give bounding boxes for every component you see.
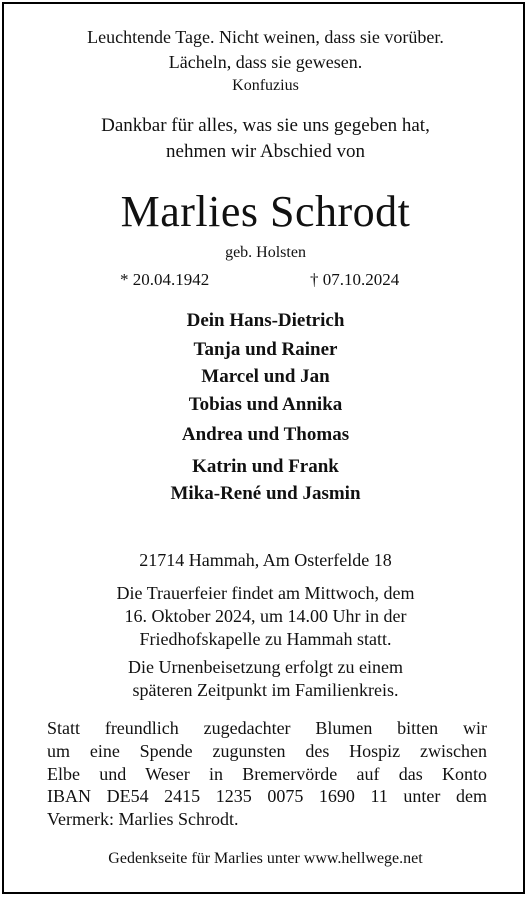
memorial-page-link[interactable]: Gedenkseite für Marlies unter www.hellwege.net <box>108 850 423 867</box>
donation-line-3: Elbe und Weser in Bremervörde auf das Konto <box>47 763 487 784</box>
birth-date: * 20.04.1942 <box>120 270 210 289</box>
maiden-name: geb. Holsten <box>225 244 306 261</box>
mourner-2: Tanja und Rainer <box>193 339 338 360</box>
mourner-6: Katrin und Frank <box>192 456 339 477</box>
quote-line-1: Leuchtende Tage. Nicht weinen, dass sie vorüber. <box>87 27 444 47</box>
funeral-line-1: Die Trauerfeier findet am Mittwoch, dem <box>116 583 415 603</box>
mourner-3: Marcel und Jan <box>201 366 330 387</box>
quote-author: Konfuzius <box>232 77 299 94</box>
donation-text <box>47 717 487 831</box>
donation-line-2: um eine Spende zugunsten des Hospiz zwischen <box>47 740 487 761</box>
urn-line-2: späteren Zeitpunkt im Familienkreis. <box>132 680 399 700</box>
quote-line-2: Lächeln, dass sie gewesen. <box>168 52 363 72</box>
mourner-5: Andrea und Thomas <box>181 424 350 445</box>
donation-line-5: Vermerk: Marlies Schrodt. <box>47 809 239 830</box>
mourner-7: Mika-René und Jasmin <box>170 483 361 504</box>
urn-line-1: Die Urnenbeisetzung erfolgt zu einem <box>128 657 403 677</box>
mourner-4: Tobias und Annika <box>188 394 343 415</box>
funeral-line-2: 16. Oktober 2024, um 14.00 Uhr in der <box>124 606 407 626</box>
funeral-line-3: Friedhofskapelle zu Hammah statt. <box>139 629 392 649</box>
donation-line-1: Statt freundlich zugedachter Blumen bitten wir <box>47 718 487 738</box>
death-date: † 07.10.2024 <box>310 270 400 289</box>
donation-line-4: IBAN DE54 2415 1235 0075 1690 11 unter dem <box>47 786 487 807</box>
mourner-1: Dein Hans-Dietrich <box>186 310 345 331</box>
intro-line-2: nehmen wir Abschied von <box>166 141 365 162</box>
deceased-name: Marlies Schrodt <box>120 187 411 236</box>
address: 21714 Hammah, Am Osterfelde 18 <box>139 550 392 570</box>
intro-line-1: Dankbar für alles, was sie uns gegeben hat, <box>101 115 430 136</box>
